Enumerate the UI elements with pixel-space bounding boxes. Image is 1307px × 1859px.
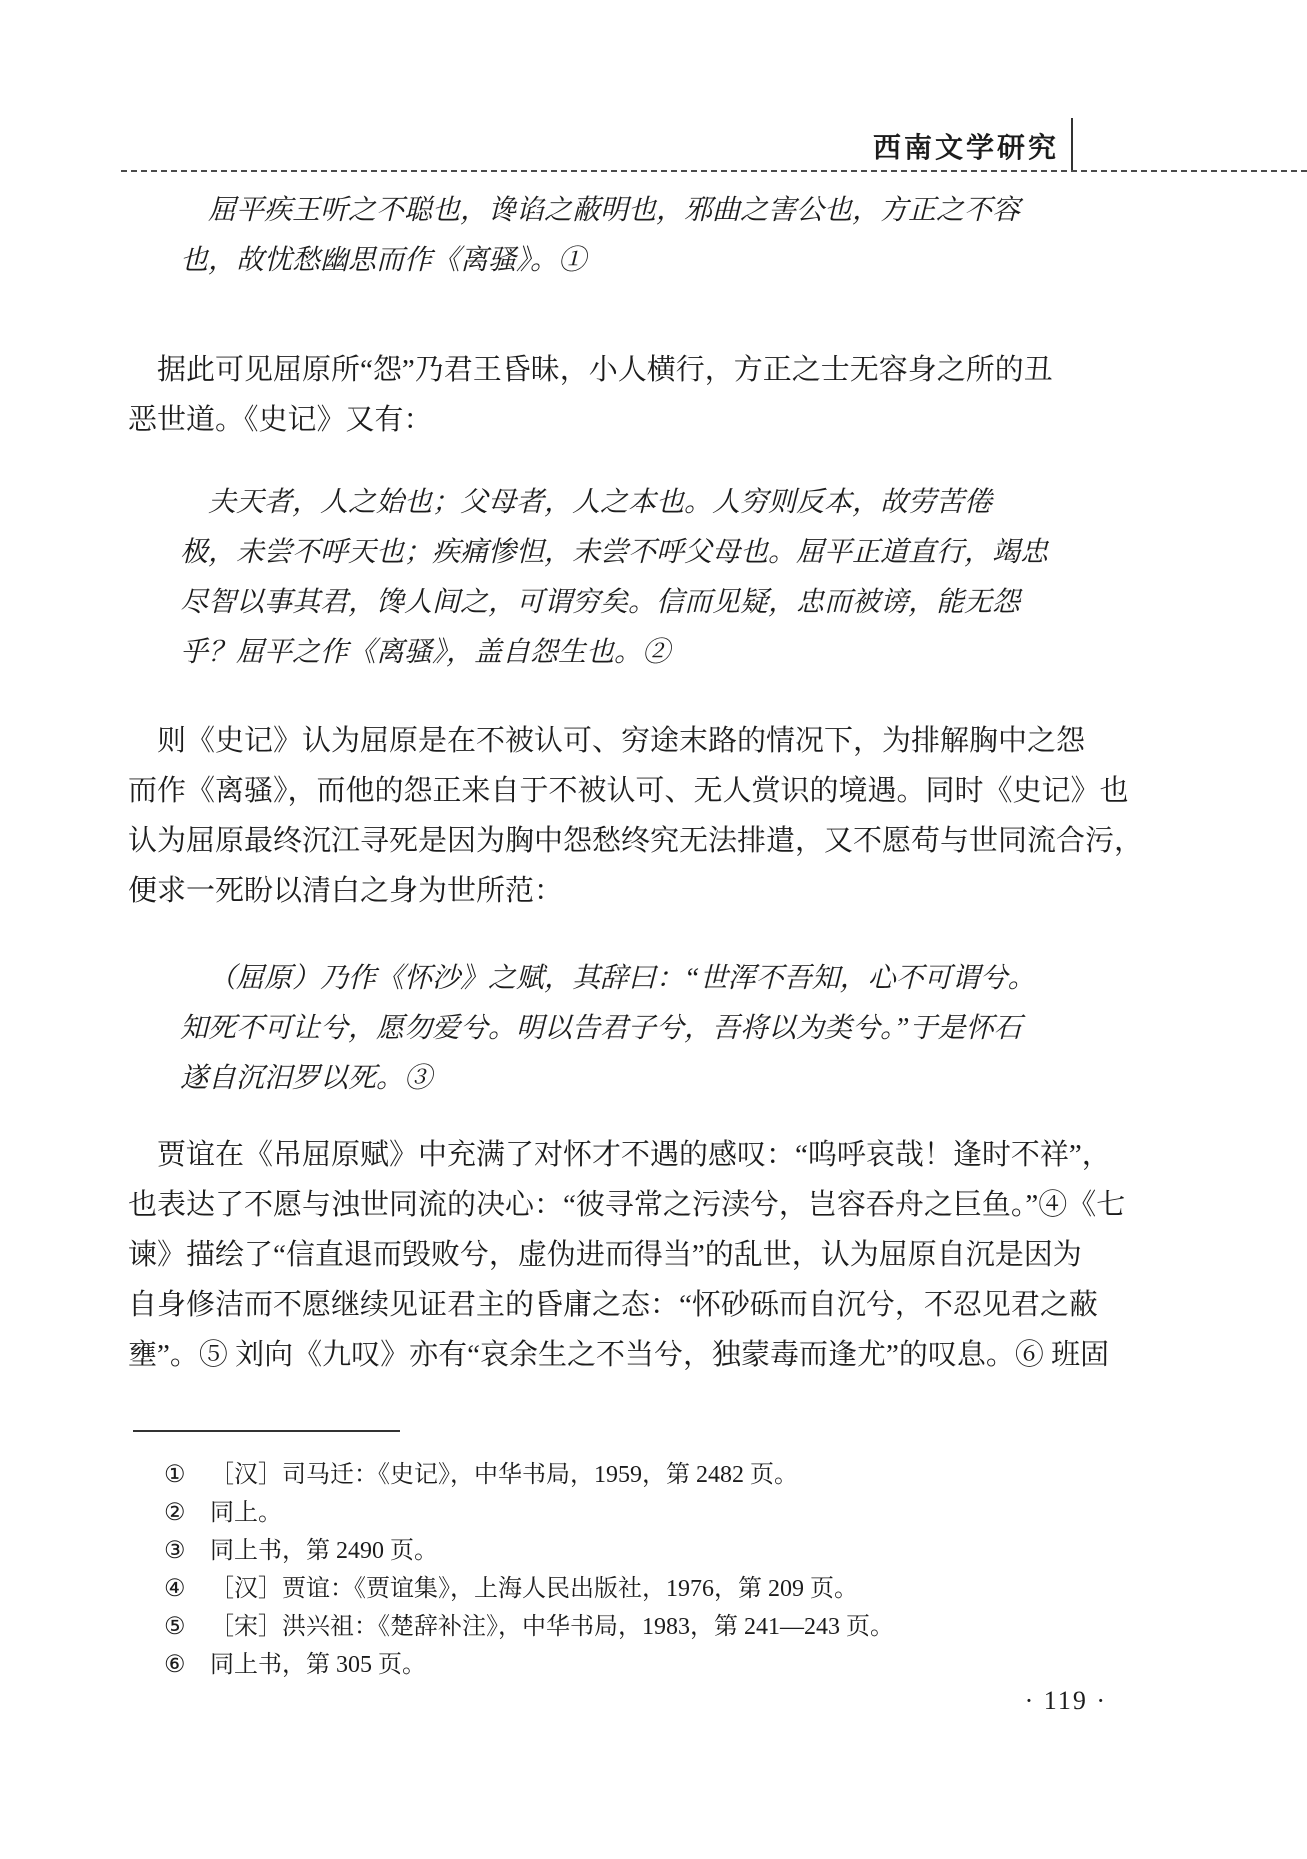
footnote-item <box>128 1532 1180 1570</box>
header-dashed-rule <box>121 170 1307 172</box>
text-line: 谏》描绘了“信直退而毁败兮，虚伪进而得当”的乱世，认为屈原自沉是因为 <box>128 1239 1082 1271</box>
journal-title: 西南文学研究 <box>872 133 1059 164</box>
footnote-text: ［汉］贾谊：《贾谊集》，上海人民出版社，1976，第 209 页。 <box>210 1576 858 1602</box>
text-line: 壅”。⑤ 刘向《九叹》亦有“哀余生之不当兮，独蒙毒而逢尤”的叹息。⑥ 班固 <box>128 1339 1110 1371</box>
quote-block-3 <box>128 954 1180 1104</box>
text-line: 则《史记》认为屈原是在不被认可、穷途末路的情况下，为排解胸中之怨 <box>157 725 1086 757</box>
quote-block-2 <box>128 478 1180 678</box>
footnote-text: 同上书，第 2490 页。 <box>210 1538 438 1564</box>
text-line: 极，未尝不呼天也；疾痛惨怛，未尝不呼父母也。屈平正道直行，竭忠 <box>180 537 1049 568</box>
text-line: 也表达了不愿与浊世同流的决心：“彼寻常之污渎兮，岂容吞舟之巨鱼。”④《七 <box>128 1189 1126 1221</box>
text-line: 恶世道。《史记》又有： <box>128 404 433 436</box>
footnote-item <box>128 1494 1180 1532</box>
footnote-text: 同上。 <box>210 1500 282 1526</box>
text-line: 而作《离骚》，而他的怨正来自于不被认可、无人赏识的境遇。同时《史记》也 <box>128 775 1129 807</box>
footnote-item <box>128 1570 1180 1608</box>
text-line: 屈平疾王听之不聪也，谗谄之蔽明也，邪曲之害公也，方正之不容 <box>208 195 1021 226</box>
footnote-marker: ① <box>164 1462 186 1488</box>
text-line: 认为屈原最终沉江寻死是因为胸中怨愁终究无法排遣，又不愿苟与世同流合污， <box>128 825 1144 857</box>
footnote-item <box>128 1608 1180 1646</box>
text-line: 知死不可让兮，愿勿爱兮。明以告君子兮，吾将以为类兮。”于是怀石 <box>180 1013 1022 1044</box>
footnote-text: ［汉］司马迁：《史记》，中华书局，1959，第 2482 页。 <box>210 1462 798 1488</box>
paragraph-3 <box>128 1130 1180 1380</box>
footnote-rule <box>133 1430 400 1432</box>
text-line: 乎？屈平之作《离骚》，盖自怨生也。② <box>180 637 671 668</box>
footnote-marker: ④ <box>164 1576 186 1602</box>
text-line: 便求一死盼以清白之身为世所范： <box>128 875 564 907</box>
footnote-item <box>128 1646 1180 1684</box>
text-line: 遂自沉汨罗以死。③ <box>180 1063 433 1094</box>
text-line: 夫天者，人之始也；父母者，人之本也。人穷则反本，故劳苦倦 <box>208 487 993 518</box>
footnote-marker: ③ <box>164 1538 186 1564</box>
paragraph-1 <box>128 345 1180 445</box>
footnote-item <box>128 1456 1180 1494</box>
text-line: 尽智以事其君，馋人间之，可谓穷矣。信而见疑，忠而被谤，能无怨 <box>180 587 1021 618</box>
text-line: 贾谊在《吊屈原赋》中充满了对怀才不遇的感叹：“呜呼哀哉！逢时不祥”， <box>157 1139 1111 1171</box>
footnote-text: ［宋］洪兴祖：《楚辞补注》，中华书局，1983，第 241—243 页。 <box>210 1614 894 1640</box>
text-line: （屈原）乃作《怀沙》之赋，其辞曰：“世浑不吾知，心不可谓兮。 <box>208 963 1036 994</box>
footnote-marker: ⑥ <box>164 1652 186 1678</box>
footnote-marker: ② <box>164 1500 186 1526</box>
text-line: 据此可见屈原所“怨”乃君王昏昧，小人横行，方正之士无容身之所的丑 <box>157 354 1053 386</box>
text-line: 也，故忧愁幽思而作《离骚》。① <box>180 245 587 276</box>
paragraph-2 <box>128 716 1180 916</box>
page-number: · 119 · <box>1024 1686 1107 1715</box>
quote-block-1 <box>128 186 1180 286</box>
footnotes-section <box>128 1456 1180 1684</box>
footnote-text: 同上书，第 305 页。 <box>210 1652 426 1678</box>
header-divider-bar <box>1071 118 1073 172</box>
footnote-marker: ⑤ <box>164 1614 186 1640</box>
text-line: 自身修洁而不愿继续见证君主的昏庸之态：“怀砂砾而自沉兮，不忍见君之蔽 <box>128 1289 1098 1321</box>
